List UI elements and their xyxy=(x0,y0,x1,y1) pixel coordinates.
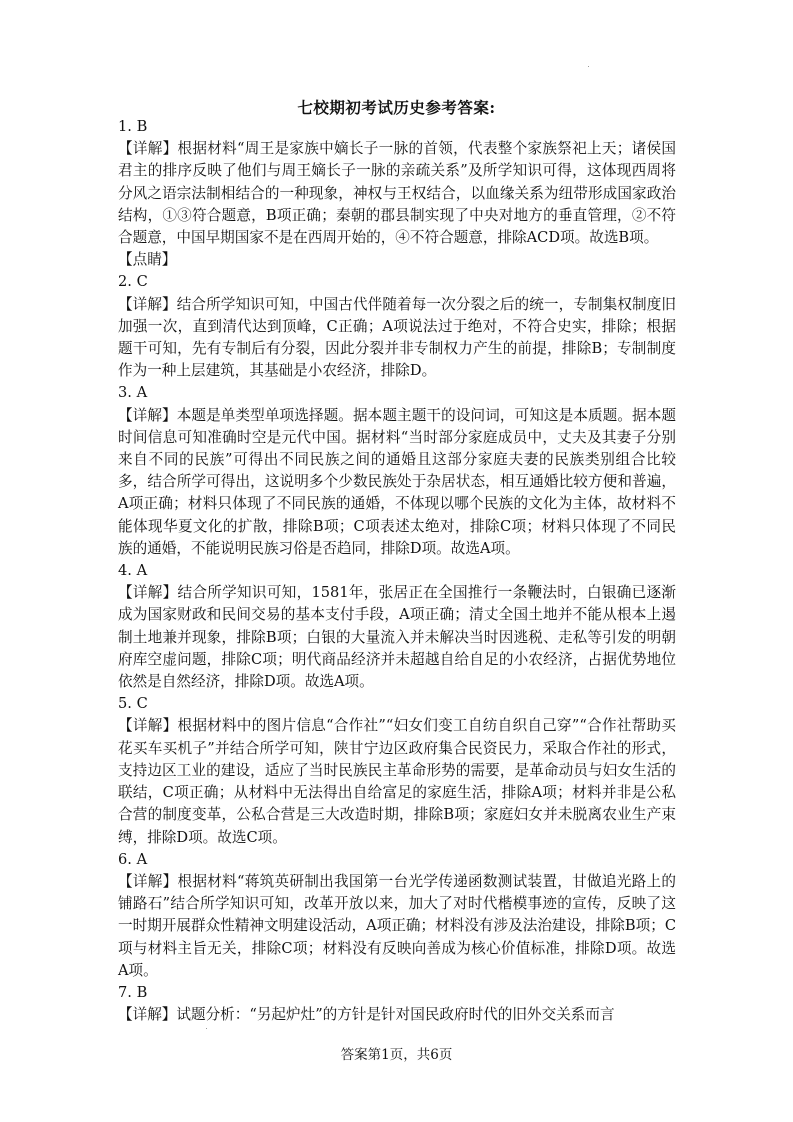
detail-tag: 【详解】 xyxy=(118,584,178,602)
answer-number: 5. C xyxy=(118,695,148,713)
detail-tag: 【详解】 xyxy=(118,717,178,735)
answer-number: 4. A xyxy=(118,562,148,580)
detail-tag: 【详解】 xyxy=(118,872,178,890)
detail-tag: 【详解】 xyxy=(118,140,178,158)
answer-number: 3. A xyxy=(118,384,148,402)
answer-number: 2. C xyxy=(118,273,148,291)
answer-detail xyxy=(118,294,676,383)
page-title: 七校期初考试历史参考答案: xyxy=(297,98,496,117)
answer-detail xyxy=(118,1004,676,1026)
scan-speck xyxy=(588,66,589,67)
detail-text: 结合所学知识可知，1581年，张居正在全国推行一条鞭法时，白银确已逐渐成为国家财政和民间交易的基本支付手段，A项正确；清丈全国土地并不能从根本上遏制土地兼并现象，排除B项；白银的大量流入并未解决当时因逃税、走私等引发的明朝府库空虚问题，排除C项；明代商品经济并未超越自给自足的小农经济，占据优势地位依然是自然经济，排除D项。故选A项。 xyxy=(118,584,676,691)
comment-tag: 【点睛】 xyxy=(118,251,177,269)
detail-tag: 【详解】 xyxy=(118,406,177,424)
answer-detail xyxy=(118,405,676,560)
detail-text: 根据材料“周王是家族中嫡长子一脉的首领，代表整个家族祭祀上天；诸侯国君主的排序反映了他们与周王嫡长子一脉的亲疏关系”及所学知识可得，这体现西周将分风之语宗法制相结合的一种现象，神权与王权结合，以血缘关系为纽带形成国家政治结构，①③符合题意，B项正确；秦朝的郡县制实现了中央对地方的垂直管理，②不符合题意，中国早期国家不是在西周开始的，④不符合题意，排除ACD项。故选B项。 xyxy=(118,140,676,247)
answer-detail xyxy=(118,715,676,848)
answer-detail xyxy=(118,582,676,693)
answer-number: 6. A xyxy=(118,850,148,868)
answer-number: 1. B xyxy=(118,118,148,135)
answer-number: 7. B xyxy=(118,983,148,1001)
answer-list xyxy=(118,116,676,1026)
detail-tag: 【详解】 xyxy=(118,1006,177,1024)
page-footer: 答案第1页，共6页 xyxy=(340,1047,453,1063)
detail-text: 试题分析：“另起炉灶”的方针是针对国民政府时代的旧外交关系而言 xyxy=(176,1006,615,1024)
detail-tag: 【详解】 xyxy=(118,295,177,313)
scan-speck xyxy=(206,1028,207,1029)
answer-detail xyxy=(118,138,676,249)
detail-text: 本题是单类型单项选择题。据本题主题干的设问词，可知这是本质题。据本题时间信息可知准确时空是元代中国。据材料“当时部分家庭成员中，丈夫及其妻子分别来自不同的民族”可得出不同民族之间的通婚且这部分家庭夫妻的民族类别组合比较多，结合所学可得出，这说明多个少数民族处于杂居状态，相互通婚比较方便和普遍，A项正确；材料只体现了不同民族的通婚，不体现以哪个民族的文化为主体，故材料不能体现华夏文化的扩散，排除B项；C项表述太绝对，排除C项；材料只体现了不同民族的通婚，不能说明民族习俗是否趋同，排除D项。故选A项。 xyxy=(118,406,676,557)
detail-text: 根据材料“蒋筑英研制出我国第一台光学传递函数测试装置，甘做追光路上的铺路石”结合所学知识可知，改革开放以来，加大了对时代楷模事迹的宣传，反映了这一时期开展群众性精神文明建设活动，A项正确；材料没有涉及法治建设，排除B项；C项与材料主旨无关，排除C项；材料没有反映向善成为核心价值标准，排除D项。故选A项。 xyxy=(118,872,676,979)
detail-text: 结合所学知识可知，中国古代伴随着每一次分裂之后的统一，专制集权制度旧加强一次，直到清代达到顶峰，C正确；A项说法过于绝对，不符合史实，排除；根据题干可知，先有专制后有分裂，因此分裂并非专制权力产生的前提，排除B；专制制度作为一种上层建筑，其基础是小农经济，排除D。 xyxy=(118,295,676,380)
detail-text: 根据材料中的图片信息“合作社”“妇女们变工自纺自织自己穿”“合作社帮助买花买车买机子”并结合所学可知，陕甘宁边区政府集合民资民力，采取合作社的形式，支持边区工业的建设，适应了当时民族民主革命形势的需要，是革命动员与妇女生活的联结，C项正确；从材料中无法得出自给富足的家庭生活，排除A项；材料并非是公私合营的制度变革，公私合营是三大改造时期，排除B项；家庭妇女并未脱离农业生产束缚，排除D项。故选C项。 xyxy=(118,717,676,846)
answer-detail xyxy=(118,871,676,982)
